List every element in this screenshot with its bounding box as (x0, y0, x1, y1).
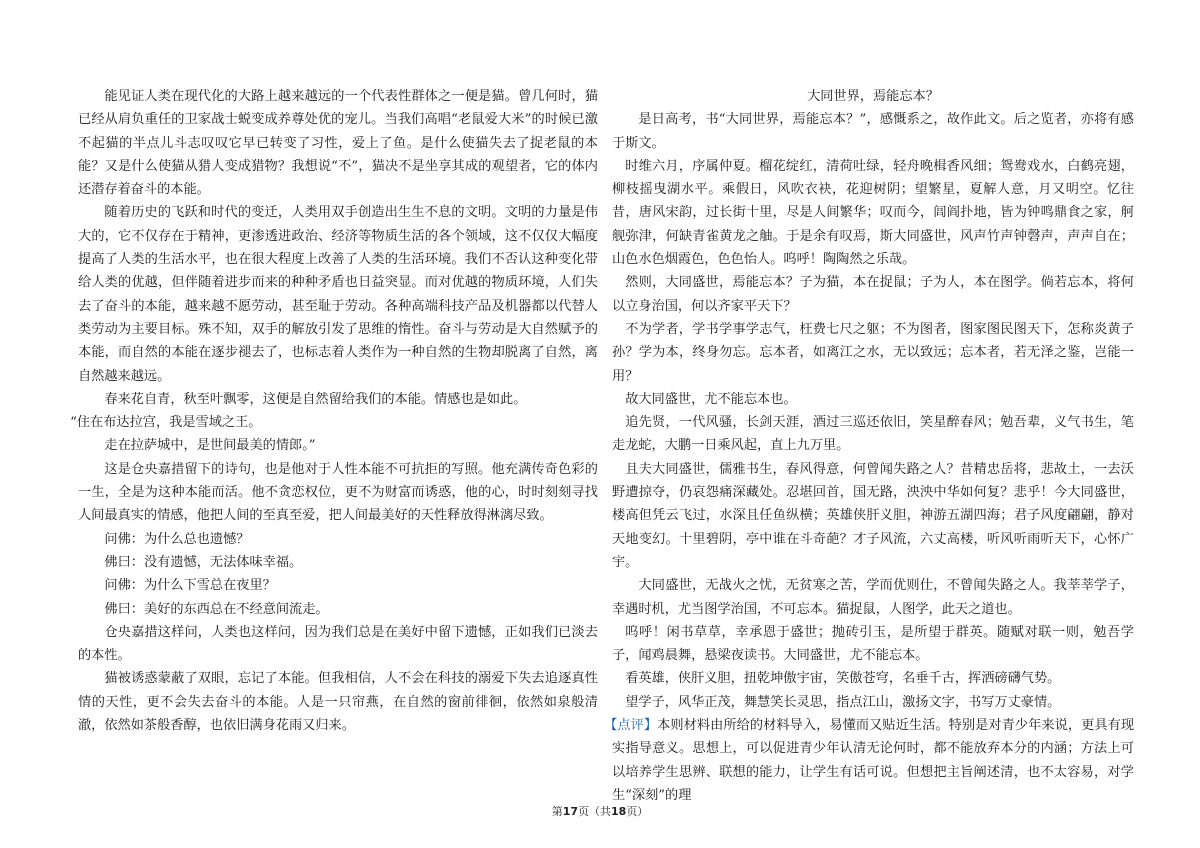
footer-prefix: 第 (551, 805, 563, 818)
right-column (604, 85, 1134, 807)
paragraph: 追先贤，一代风骚，长剑天涯，酒过三巡还依旧，笑星醉春风；勉吾辈，义气书生，笔走龙蛇，大鹏一日乘风起，直上九万里。 (612, 415, 1134, 454)
paragraph: 且夫大同盛世，儒雅书生，春风得意，何曾闻失路之人？昔精忠岳将，悲故土，一去沃野遭掠夺，仍哀怨痛深藏处。忍堪回首，国无路，泱泱中华如何复？悲乎！今大同盛世，楼高但凭云飞过，水深且任鱼纵横；英雄侠肝义胆，神游五湖四海；君子风度翩翩，静对天地变幻。十里碧阴，亭中谁在斗奇葩？才子风流，六丈高楼，听风听雨听天下，心怀广宇。 (612, 461, 1134, 570)
paragraph: 这是仓央嘉措留下的诗句，也是他对于人性本能不可抗拒的写照。他充满传奇色彩的一生，全是为这种本能而活。他不贪恋权位，更不为财富而诱惑，他的心，时时刻刻寻找人间最真实的情感，他把人间的至真至爱，把人间最美好的天性释放得淋漓尽致。 (78, 461, 598, 524)
paragraph: 时维六月，序属仲夏。榴花绽红，清荷吐绿，轻舟晚楫香风细；鸳鸯戏水，白鹤亮翅，柳枝摇曳湖水平。乘假日，风吹衣袂，花迎树阴；望繁星，夏解人意，月又明空。忆往昔，唐风宋韵，过长街十里，尽是人间繁华；叹而今，闾阎扑地，皆为钟鸣鼎食之家，舸舰弥津，何缺青雀黄龙之舳。于是余有叹焉，斯大同盛世，风声竹声钟磬声，声声自在；山色水色烟霞色，色色怡人。呜呼！陶陶然之乐哉。 (612, 158, 1134, 268)
paragraph: 春来花自青，秋至叶飘零，这便是自然留给我们的本能。情感也是如此。 (104, 391, 527, 407)
paragraph: 猫被诱惑蒙蔽了双眼，忘记了本能。但我相信，人不会在科技的溺爱下失去追逐真性情的天性，更不会失去奋斗的本能。人是一只帘燕，在自然的窗前徘徊，依然如泉般清澈，依然如茶般香醇，也依旧满身花雨又归来。 (78, 671, 598, 734)
page-number: 17 (562, 805, 578, 818)
paragraph: 仓央嘉措这样问，人类也这样问，因为我们总是在美好中留下遗憾，正如我们已淡去的本性。 (78, 624, 598, 664)
paragraph: 望学子，风华正茂，舞慧笑长灵思，指点江山，激扬文字，书写万丈豪情。 (625, 694, 1061, 710)
paragraph: 呜呼！闲书草草，幸承恩于盛世；抛砖引玉，是所望于群英。随赋对联一则，勉吾学子，闻鸡晨舞，悬梁夜读书。大同盛世，尤不能忘本。 (612, 624, 1134, 664)
comment-text: 本则材料由所给的材料导入，易懂而又贴近生活。特别是对青少年来说，更具有现实指导意义。思想上，可以促进青少年认清无论何时，都不能放弃本分的内涵；方法上可以培养学生思辨、联想的能力，让学生有话可说。但想把主旨阐述清，也不太容易，对学生“深刻”的理 (612, 718, 1134, 803)
paragraph: 然则，大同盛世，焉能忘本？子为猫，本在捉鼠；子为人，本在图学。倘若忘本，将何以立身治国，何以齐家平天下？ (612, 275, 1134, 314)
essay-title: 大同世界，焉能忘本？ (807, 89, 939, 104)
paragraph: 走在拉萨城中，是世间最美的情郎。” (104, 438, 316, 454)
footer-suffix: 页） (626, 805, 649, 818)
paragraph: 随着历史的飞跃和时代的变迁，人类用双手创造出生生不息的文明。文明的力量是伟大的，它不仅存在于精神，更渗透进政治、经济等物质生活的各个领域，这不仅仅大幅度提高了人类的生活水平，也在很大程度上改善了人类的生活环境。我们不否认这种变化带给人类的优越，但伴随着进步而来的种种矛盾也日益突显。而对优越的物质环境，人们失去了奋斗的本能，越来越不愿劳动，甚至耻于劳动。各种高端科技产品及机器都以代替人类劳动为主要目标。殊不知，双手的解放引发了思维的惰性。奋斗与劳动是大自然赋予的本能，而自然的本能在逐步褪去了，也标志着人类作为一种自然的生物却脱离了自然，离自然越来越远。 (78, 205, 598, 384)
page-total: 18 (611, 805, 627, 818)
paragraph: 大同盛世，无战火之忧，无贫寒之苦，学而优则仕，不曾闻失路之人。我莘莘学子，幸遇时机，尤当图学治国，不可忘本。猫捉鼠，人图学，此天之道也。 (612, 578, 1134, 617)
paragraph: 是日高考，书“大同世界，焉能忘本？”，感慨系之，故作此文。后之览者，亦将有感于斯文。 (612, 112, 1134, 151)
paragraph: 佛曰：美好的东西总在不经意间流走。 (104, 601, 329, 617)
left-column (70, 85, 598, 737)
paragraph: 能见证人类在现代化的大路上越来越远的一个代表性群体之一便是猫。曾几何时，猫已经从肩负重任的卫家战士蜕变成养尊处优的宠儿。当我们高唱“老鼠爱大米”的时候已激不起猫的半点儿斗志叹叹它早已转变了习性，爱上了鱼。是什么使猫失去了捉老鼠的本能？又是什么使猫从猎人变成猎物？我想说“不”，猫决不是坐享其成的观望者，它的体内还潜存着奋斗的本能。 (78, 89, 598, 198)
paragraph: 不为学者，学书学事学志气，枉费七尺之躯；不为图者，图家图民图天下，怎称炎黄子孙？学为本，终身勿忘。忘本者，如离江之水，无以致远；忘本者，若无泽之鉴，岂能一用？ (612, 321, 1134, 384)
paragraph: 佛曰：没有遗憾，无法体味幸福。 (104, 554, 303, 570)
paragraph: 故大同盛世，尤不能忘本也。 (625, 391, 797, 407)
paragraph: 问佛：为什么总也遗憾？ (104, 531, 250, 547)
comment-paragraph (604, 714, 1134, 807)
paragraph: “住在布达拉宫，我是雪域之王。 (70, 415, 262, 431)
page-footer (0, 803, 1200, 819)
footer-middle: 页（共 (578, 805, 611, 818)
paragraph: 问佛：为什么下雪总在夜里？ (104, 578, 276, 594)
paragraph: 看英雄，侠肝义胆，扭乾坤傲宇宙，笑傲苍穹，名垂千古，挥洒磅礴气势。 (625, 671, 1061, 687)
comment-tag: 【点评】 (604, 718, 658, 734)
